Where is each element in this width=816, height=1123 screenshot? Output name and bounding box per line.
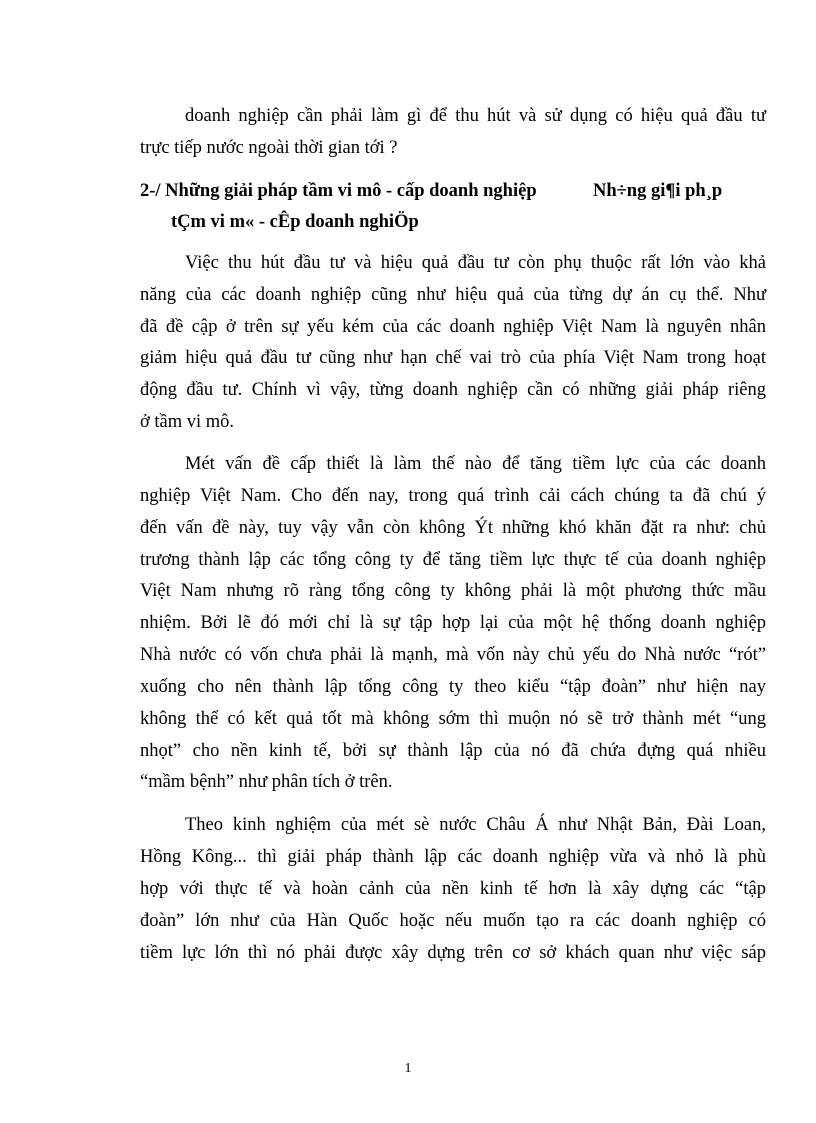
paragraph-line: Việt Nam nhưng rõ ràng tổng công ty không phải là một phương thức mầu [140, 581, 766, 601]
section-heading-garbled-part1: Nh÷ng gi¶i ph¸p [593, 181, 723, 201]
paragraph-line: ở tầm vi mô. [140, 412, 235, 432]
paragraph-line: nghiệp Việt Nam. Cho đến nay, trong quá trình cải cách chúng ta đã chú ý [140, 486, 766, 506]
paragraph-line: Hồng Kông... thì giải pháp thành lập các doanh nghiệp vừa và nhỏ là phù [140, 847, 766, 867]
paragraph-line: nhọt” cho nền kinh tế, bởi sự thành lập của nó đã chứa đựng quá nhiều [140, 741, 766, 761]
paragraph-line: không thể có kết quả tốt mà không sớm thì muộn nó sẽ trở thành mét “ung [140, 709, 766, 729]
paragraph-line: nhiệm. Bởi lẽ đó mới chỉ là sự tập hợp lại của một hệ thống doanh nghiệp [140, 613, 766, 633]
paragraph-line: Việc thu hút đầu tư và hiệu quả đầu tư còn phụ thuộc rất lớn vào khả [185, 253, 766, 273]
paragraph-line: năng của các doanh nghiệp cũng như hiệu quả của từng dự án cụ thể. Như [140, 285, 766, 305]
paragraph-line: trực tiếp nước ngoài thời gian tới ? [140, 138, 398, 158]
paragraph-line: hợp với thực tế và hoàn cảnh của nền kinh tế hơn là xây dựng các “tập [140, 879, 766, 899]
paragraph-line: Theo kinh nghiệm của mét sè nước Châu Á như Nhật Bản, Đài Loan, [185, 815, 766, 835]
paragraph-line: xuống cho nên thành lập tổng công ty theo kiểu “tập đoàn” như hiện nay [140, 677, 766, 697]
paragraph-line: động đầu tư. Chính vì vậy, từng doanh nghiệp cần có những giải pháp riêng [140, 380, 766, 400]
paragraph-line: tiềm lực lớn thì nó phải được xây dựng trên cơ sở khách quan như việc sáp [140, 943, 766, 963]
paragraph-line: trương thành lập các tổng công ty để tăng tiềm lực thực tế của doanh nghiệp [140, 550, 766, 570]
paragraph-line: đến vấn đề này, tuy vậy vẫn còn không Ýt những khó khăn đặt ra như: chủ [140, 518, 766, 538]
page-number: 1 [404, 1061, 412, 1076]
paragraph-line: Mét vấn đề cấp thiết là làm thế nào để tăng tiềm lực của các doanh [185, 454, 766, 474]
section-heading-garbled-part2: tÇm vi m« - cÊp doanh nghiÖp [171, 212, 419, 232]
paragraph-line: giảm hiệu quả đầu tư cũng như hạn chế vai trò của phía Việt Nam trong hoạt [140, 348, 766, 368]
paragraph-line: Nhà nước có vốn chưa phải là mạnh, mà vốn này chủ yếu do Nhà nước “rót” [140, 645, 766, 665]
paragraph-line: đã đề cập ở trên sự yếu kém của các doanh nghiệp Việt Nam là nguyên nhân [140, 317, 766, 337]
paragraph-line: “mầm bệnh” như phân tích ở trên. [140, 772, 393, 792]
paragraph-line: đoàn” lớn như của Hàn Quốc hoặc nếu muốn tạo ra các doanh nghiệp có [140, 911, 766, 931]
section-heading: 2-/ Những giải pháp tầm vi mô - cấp doanh nghiệp [140, 181, 537, 201]
paragraph-line: doanh nghiệp cần phải làm gì để thu hút và sử dụng có hiệu quả đầu tư [185, 106, 766, 126]
